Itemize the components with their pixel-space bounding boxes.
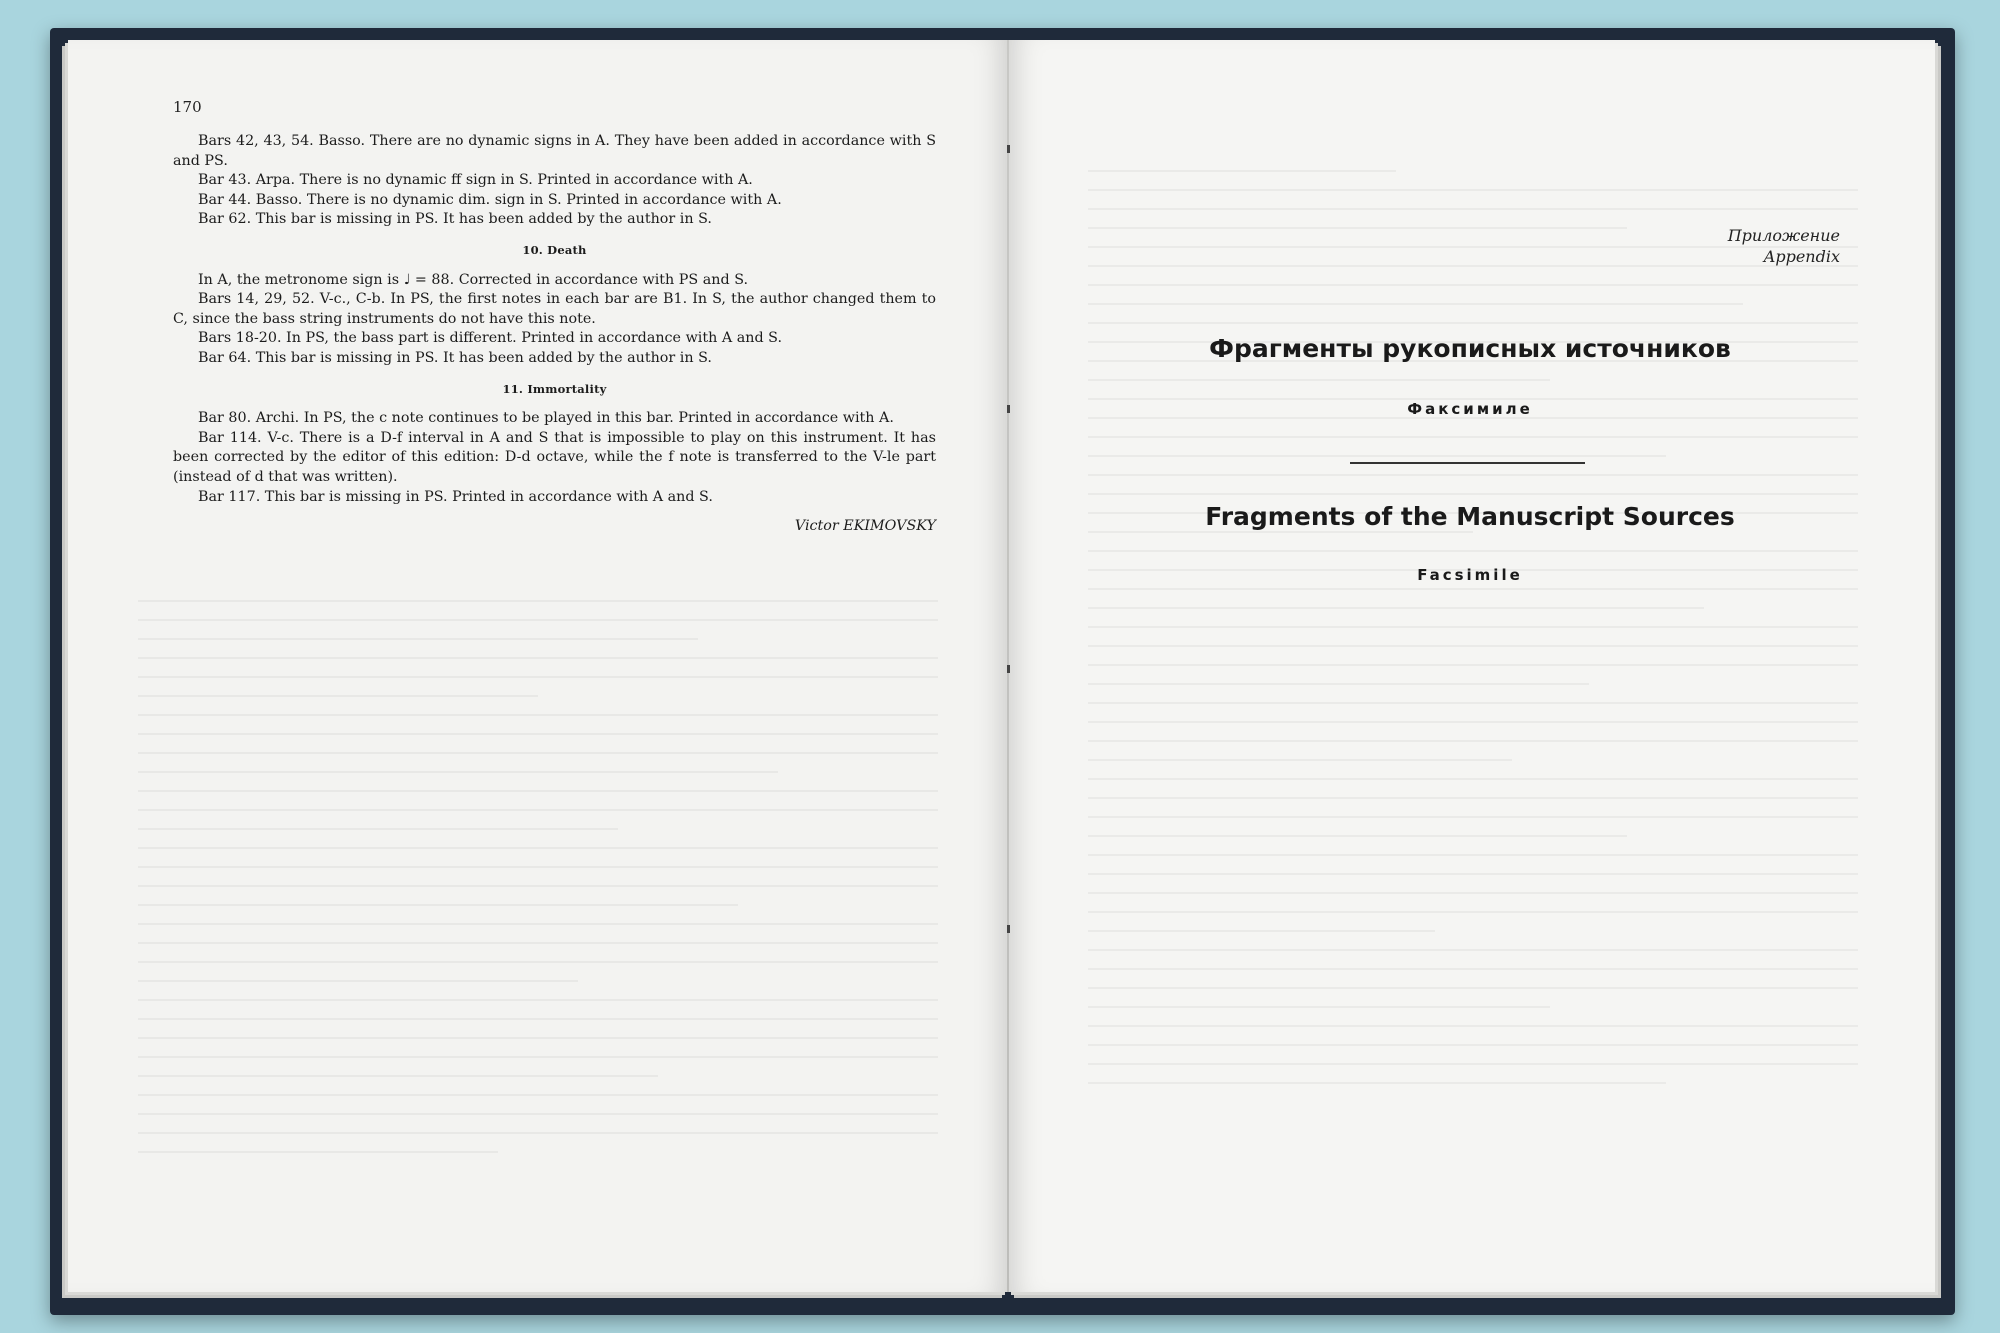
note-paragraph: In A, the metronome sign is ♩ = 88. Corrected in accordance with PS and S. — [198, 271, 749, 288]
subtitle-english: Facsimile — [1417, 566, 1523, 584]
note-paragraph: Bars 42, 43, 54. Basso. There are no dynamic signs in A. They have been added in accordance with S and PS. — [173, 133, 936, 169]
bleed-through-text — [138, 600, 938, 1250]
binding-stitch — [1007, 925, 1010, 933]
binding-stitch — [1007, 405, 1010, 413]
note-paragraph: Bar 117. This bar is missing in PS. Printed in accordance with A and S. — [198, 488, 713, 505]
binding-stitch — [1007, 145, 1010, 153]
bleed-through-text — [1088, 170, 1858, 1220]
note-paragraph: Bar 43. Arpa. There is no dynamic ff sign in S. Printed in accordance with A. — [198, 172, 753, 189]
page-number: 170 — [173, 98, 202, 116]
subtitle-russian: Факсимиле — [1407, 400, 1533, 418]
note-paragraph: Bar 62. This bar is missing in PS. It has been added by the author in S. — [198, 211, 712, 228]
note-paragraph: Bars 18-20. In PS, the bass part is different. Printed in accordance with A and S. — [198, 330, 783, 347]
title-english: Fragments of the Manuscript Sources — [1205, 502, 1735, 531]
author-signature: Victor EKIMOVSKY — [794, 518, 936, 535]
note-paragraph: Bars 14, 29, 52. V-c., C-b. In PS, the first notes in each bar are B1. In S, the author changed them to C, since the bass string instruments do not have this note. — [173, 291, 936, 327]
appendix-label-en: Appendix — [1763, 247, 1840, 266]
appendix-label — [1728, 225, 1840, 267]
note-paragraph: Bar 80. Archi. In PS, the c note continues to be played in this bar. Printed in accordance with A. — [198, 410, 894, 427]
critical-notes-text — [173, 132, 936, 537]
section-heading: 10. Death — [522, 242, 587, 257]
binding-stitch — [1007, 665, 1010, 673]
note-paragraph: Bar 114. V-c. There is a D-f interval in A and S that is impossible to play on this instrument. It has been corrected by the editor of this edition: D-d octave, while the f note is transferred to the V-le part (instead of d that was written). — [173, 429, 936, 485]
appendix-label-ru: Приложение — [1727, 226, 1840, 245]
note-paragraph: Bar 44. Basso. There is no dynamic dim. sign in S. Printed in accordance with A. — [198, 191, 782, 208]
section-heading: 11. Immortality — [502, 381, 607, 396]
title-divider — [1350, 462, 1585, 464]
note-paragraph: Bar 64. This bar is missing in PS. It has been added by the author in S. — [198, 349, 712, 366]
title-russian: Фрагменты рукописных источников — [1209, 334, 1731, 363]
